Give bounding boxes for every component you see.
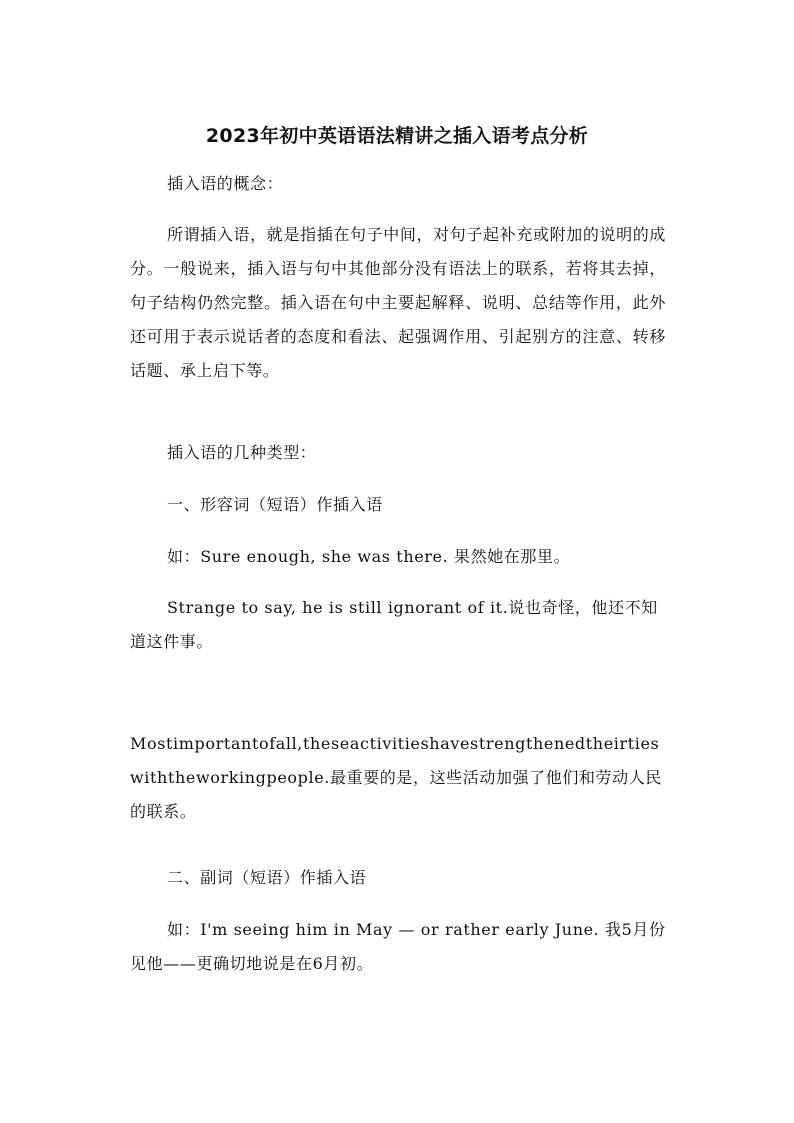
example-most-important: Mostimportantofall,theseactivitieshavestrengthenedtheirtieswiththeworkingpeople.最重要的是，这些活动加强了他们和劳动人民的联系。 xyxy=(130,734,662,821)
example-strange-to-say: Strange to say, he is still ignorant of it.说也奇怪，他还不知道这件事。 xyxy=(130,598,658,651)
example-sure-enough: 如：Sure enough, she was there. 果然她在那里。 xyxy=(167,547,571,566)
paragraph-concept-heading: 插入语的概念： xyxy=(167,174,284,193)
section-heading-adverb: 二、副词（短语）作插入语 xyxy=(167,868,367,887)
paragraph-concept-definition: 所谓插入语，就是指插在句子中间，对句子起补充或附加的说明的成分。一般说来，插入语与句中其他部分没有语法上的联系，若将其去掉，句子结构仍然完整。插入语在句中主要起解释、说明、总结等作用，此外还可用于表示说话者的态度和看法、起强调作用、引起别方的注意、转移话题、承上启下等。 xyxy=(130,225,666,380)
section-heading-adjective: 一、形容词（短语）作插入语 xyxy=(167,495,383,514)
example-or-rather: 如：I'm seeing him in May — or rather early June. 我5月份见他——更确切地说是在6月初。 xyxy=(130,920,666,973)
paragraph-types-heading: 插入语的几种类型： xyxy=(167,443,317,462)
document-title: 2023年初中英语语法精讲之插入语考点分析 xyxy=(205,125,589,147)
